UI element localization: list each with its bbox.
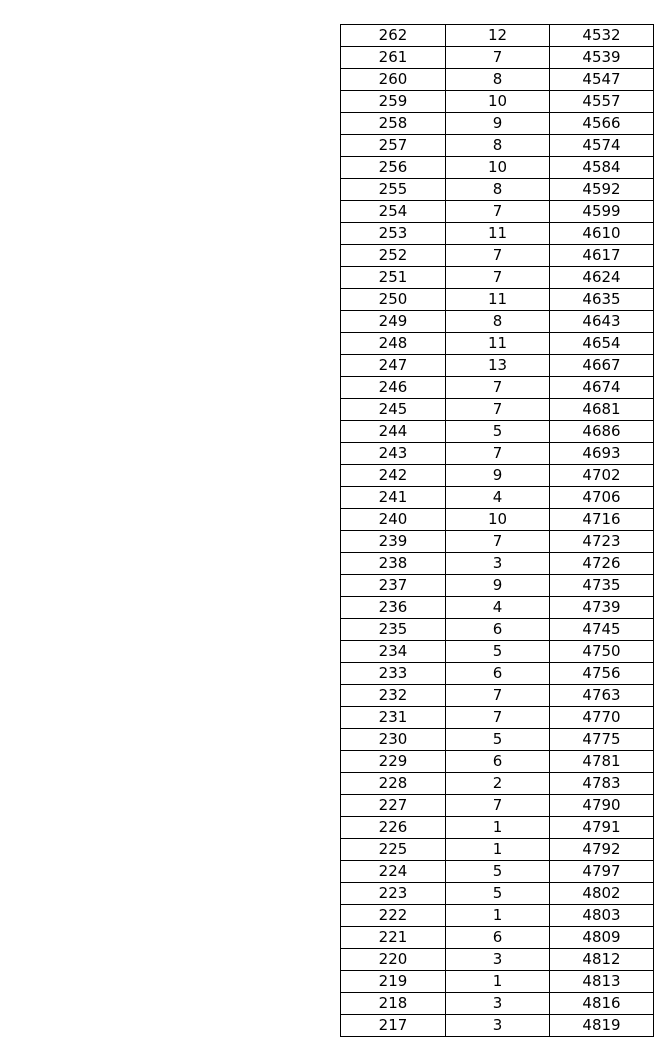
count-cell: 10 bbox=[446, 157, 550, 179]
table-row bbox=[341, 223, 654, 245]
cumulative-cell: 4797 bbox=[550, 861, 654, 883]
count-cell: 9 bbox=[446, 465, 550, 487]
count-cell: 1 bbox=[446, 905, 550, 927]
count-cell: 6 bbox=[446, 619, 550, 641]
count-cell: 13 bbox=[446, 355, 550, 377]
cumulative-cell: 4539 bbox=[550, 47, 654, 69]
table-row bbox=[341, 465, 654, 487]
count-cell: 8 bbox=[446, 135, 550, 157]
cumulative-cell: 4790 bbox=[550, 795, 654, 817]
table-row bbox=[341, 333, 654, 355]
table-row bbox=[341, 311, 654, 333]
score-cell: 236 bbox=[341, 597, 446, 619]
table-row bbox=[341, 949, 654, 971]
score-cell: 258 bbox=[341, 113, 446, 135]
cumulative-cell: 4599 bbox=[550, 201, 654, 223]
score-cell: 261 bbox=[341, 47, 446, 69]
count-cell: 4 bbox=[446, 487, 550, 509]
score-cell: 222 bbox=[341, 905, 446, 927]
score-cell: 237 bbox=[341, 575, 446, 597]
cumulative-cell: 4813 bbox=[550, 971, 654, 993]
table-row bbox=[341, 575, 654, 597]
table-row bbox=[341, 1015, 654, 1037]
cumulative-cell: 4610 bbox=[550, 223, 654, 245]
score-cell: 240 bbox=[341, 509, 446, 531]
cumulative-cell: 4674 bbox=[550, 377, 654, 399]
score-cell: 229 bbox=[341, 751, 446, 773]
cumulative-cell: 4723 bbox=[550, 531, 654, 553]
cumulative-cell: 4557 bbox=[550, 91, 654, 113]
count-cell: 11 bbox=[446, 289, 550, 311]
table-row bbox=[341, 487, 654, 509]
table-row bbox=[341, 377, 654, 399]
score-cell: 248 bbox=[341, 333, 446, 355]
table-body bbox=[341, 25, 654, 1037]
cumulative-cell: 4624 bbox=[550, 267, 654, 289]
cumulative-cell: 4770 bbox=[550, 707, 654, 729]
cumulative-cell: 4584 bbox=[550, 157, 654, 179]
cumulative-cell: 4763 bbox=[550, 685, 654, 707]
cumulative-cell: 4791 bbox=[550, 817, 654, 839]
count-cell: 3 bbox=[446, 993, 550, 1015]
score-cell: 241 bbox=[341, 487, 446, 509]
score-cell: 244 bbox=[341, 421, 446, 443]
count-cell: 9 bbox=[446, 575, 550, 597]
score-cell: 242 bbox=[341, 465, 446, 487]
cumulative-cell: 4812 bbox=[550, 949, 654, 971]
cumulative-cell: 4681 bbox=[550, 399, 654, 421]
count-cell: 7 bbox=[446, 47, 550, 69]
cumulative-cell: 4566 bbox=[550, 113, 654, 135]
score-cell: 255 bbox=[341, 179, 446, 201]
score-cell: 227 bbox=[341, 795, 446, 817]
cumulative-cell: 4635 bbox=[550, 289, 654, 311]
cumulative-cell: 4643 bbox=[550, 311, 654, 333]
score-cell: 256 bbox=[341, 157, 446, 179]
cumulative-cell: 4781 bbox=[550, 751, 654, 773]
cumulative-cell: 4809 bbox=[550, 927, 654, 949]
table-row bbox=[341, 773, 654, 795]
cumulative-cell: 4574 bbox=[550, 135, 654, 157]
count-cell: 11 bbox=[446, 333, 550, 355]
cumulative-cell: 4686 bbox=[550, 421, 654, 443]
score-cell: 259 bbox=[341, 91, 446, 113]
table-row bbox=[341, 179, 654, 201]
table-row bbox=[341, 399, 654, 421]
count-cell: 1 bbox=[446, 817, 550, 839]
table-row bbox=[341, 817, 654, 839]
score-cell: 239 bbox=[341, 531, 446, 553]
table-row bbox=[341, 509, 654, 531]
table-row bbox=[341, 883, 654, 905]
table-row bbox=[341, 685, 654, 707]
table-row bbox=[341, 289, 654, 311]
cumulative-cell: 4617 bbox=[550, 245, 654, 267]
table-row bbox=[341, 905, 654, 927]
count-cell: 3 bbox=[446, 1015, 550, 1037]
cumulative-cell: 4803 bbox=[550, 905, 654, 927]
table-row bbox=[341, 421, 654, 443]
score-cell: 226 bbox=[341, 817, 446, 839]
table-row bbox=[341, 443, 654, 465]
count-cell: 5 bbox=[446, 861, 550, 883]
table-row bbox=[341, 641, 654, 663]
cumulative-cell: 4726 bbox=[550, 553, 654, 575]
count-cell: 4 bbox=[446, 597, 550, 619]
count-cell: 7 bbox=[446, 399, 550, 421]
table-row bbox=[341, 47, 654, 69]
count-cell: 3 bbox=[446, 949, 550, 971]
table-row bbox=[341, 157, 654, 179]
score-cell: 243 bbox=[341, 443, 446, 465]
table-row bbox=[341, 553, 654, 575]
count-cell: 7 bbox=[446, 377, 550, 399]
count-cell: 6 bbox=[446, 927, 550, 949]
table-row bbox=[341, 135, 654, 157]
cumulative-cell: 4702 bbox=[550, 465, 654, 487]
count-cell: 9 bbox=[446, 113, 550, 135]
count-cell: 2 bbox=[446, 773, 550, 795]
count-cell: 7 bbox=[446, 685, 550, 707]
score-cell: 238 bbox=[341, 553, 446, 575]
score-cell: 220 bbox=[341, 949, 446, 971]
count-cell: 8 bbox=[446, 69, 550, 91]
table-row bbox=[341, 729, 654, 751]
cumulative-cell: 4667 bbox=[550, 355, 654, 377]
count-cell: 7 bbox=[446, 201, 550, 223]
score-cell: 260 bbox=[341, 69, 446, 91]
count-cell: 11 bbox=[446, 223, 550, 245]
count-cell: 3 bbox=[446, 553, 550, 575]
table-row bbox=[341, 707, 654, 729]
cumulative-cell: 4802 bbox=[550, 883, 654, 905]
table-row bbox=[341, 355, 654, 377]
score-cell: 254 bbox=[341, 201, 446, 223]
count-cell: 7 bbox=[446, 267, 550, 289]
score-cell: 230 bbox=[341, 729, 446, 751]
count-cell: 5 bbox=[446, 421, 550, 443]
score-cell: 223 bbox=[341, 883, 446, 905]
count-cell: 12 bbox=[446, 25, 550, 47]
score-cell: 245 bbox=[341, 399, 446, 421]
cumulative-cell: 4693 bbox=[550, 443, 654, 465]
table-row bbox=[341, 795, 654, 817]
table-row bbox=[341, 597, 654, 619]
score-cell: 233 bbox=[341, 663, 446, 685]
table-row bbox=[341, 25, 654, 47]
cumulative-cell: 4745 bbox=[550, 619, 654, 641]
table-row bbox=[341, 839, 654, 861]
table-row bbox=[341, 267, 654, 289]
score-cell: 218 bbox=[341, 993, 446, 1015]
count-cell: 7 bbox=[446, 795, 550, 817]
cumulative-cell: 4756 bbox=[550, 663, 654, 685]
table-row bbox=[341, 861, 654, 883]
count-cell: 5 bbox=[446, 641, 550, 663]
table-row bbox=[341, 245, 654, 267]
cumulative-cell: 4654 bbox=[550, 333, 654, 355]
cumulative-cell: 4532 bbox=[550, 25, 654, 47]
cumulative-cell: 4547 bbox=[550, 69, 654, 91]
count-cell: 6 bbox=[446, 663, 550, 685]
count-cell: 1 bbox=[446, 839, 550, 861]
table-row bbox=[341, 113, 654, 135]
score-cell: 250 bbox=[341, 289, 446, 311]
count-cell: 10 bbox=[446, 509, 550, 531]
cumulative-cell: 4750 bbox=[550, 641, 654, 663]
table-row bbox=[341, 69, 654, 91]
count-cell: 8 bbox=[446, 179, 550, 201]
score-cell: 231 bbox=[341, 707, 446, 729]
score-cell: 235 bbox=[341, 619, 446, 641]
table-row bbox=[341, 751, 654, 773]
score-cell: 221 bbox=[341, 927, 446, 949]
score-cell: 219 bbox=[341, 971, 446, 993]
table-row bbox=[341, 971, 654, 993]
table-row bbox=[341, 927, 654, 949]
score-cell: 249 bbox=[341, 311, 446, 333]
score-cell: 217 bbox=[341, 1015, 446, 1037]
cumulative-cell: 4735 bbox=[550, 575, 654, 597]
table-row bbox=[341, 91, 654, 113]
cumulative-cell: 4792 bbox=[550, 839, 654, 861]
score-cell: 247 bbox=[341, 355, 446, 377]
score-cell: 253 bbox=[341, 223, 446, 245]
score-cell: 225 bbox=[341, 839, 446, 861]
cumulative-cell: 4739 bbox=[550, 597, 654, 619]
table-row bbox=[341, 619, 654, 641]
count-cell: 8 bbox=[446, 311, 550, 333]
cumulative-cell: 4716 bbox=[550, 509, 654, 531]
cumulative-cell: 4819 bbox=[550, 1015, 654, 1037]
cumulative-cell: 4783 bbox=[550, 773, 654, 795]
count-cell: 7 bbox=[446, 707, 550, 729]
count-cell: 7 bbox=[446, 531, 550, 553]
table-row bbox=[341, 993, 654, 1015]
score-cell: 232 bbox=[341, 685, 446, 707]
table-row bbox=[341, 663, 654, 685]
count-cell: 6 bbox=[446, 751, 550, 773]
score-cell: 251 bbox=[341, 267, 446, 289]
score-cell: 257 bbox=[341, 135, 446, 157]
count-cell: 7 bbox=[446, 443, 550, 465]
score-cell: 234 bbox=[341, 641, 446, 663]
count-cell: 10 bbox=[446, 91, 550, 113]
cumulative-cell: 4816 bbox=[550, 993, 654, 1015]
count-cell: 7 bbox=[446, 245, 550, 267]
score-cell: 262 bbox=[341, 25, 446, 47]
table-row bbox=[341, 201, 654, 223]
count-cell: 5 bbox=[446, 883, 550, 905]
score-cell: 246 bbox=[341, 377, 446, 399]
table-row bbox=[341, 531, 654, 553]
cumulative-cell: 4775 bbox=[550, 729, 654, 751]
count-cell: 5 bbox=[446, 729, 550, 751]
cumulative-cell: 4706 bbox=[550, 487, 654, 509]
count-cell: 1 bbox=[446, 971, 550, 993]
score-table bbox=[340, 24, 654, 1037]
score-cell: 228 bbox=[341, 773, 446, 795]
score-cell: 224 bbox=[341, 861, 446, 883]
cumulative-cell: 4592 bbox=[550, 179, 654, 201]
score-cell: 252 bbox=[341, 245, 446, 267]
